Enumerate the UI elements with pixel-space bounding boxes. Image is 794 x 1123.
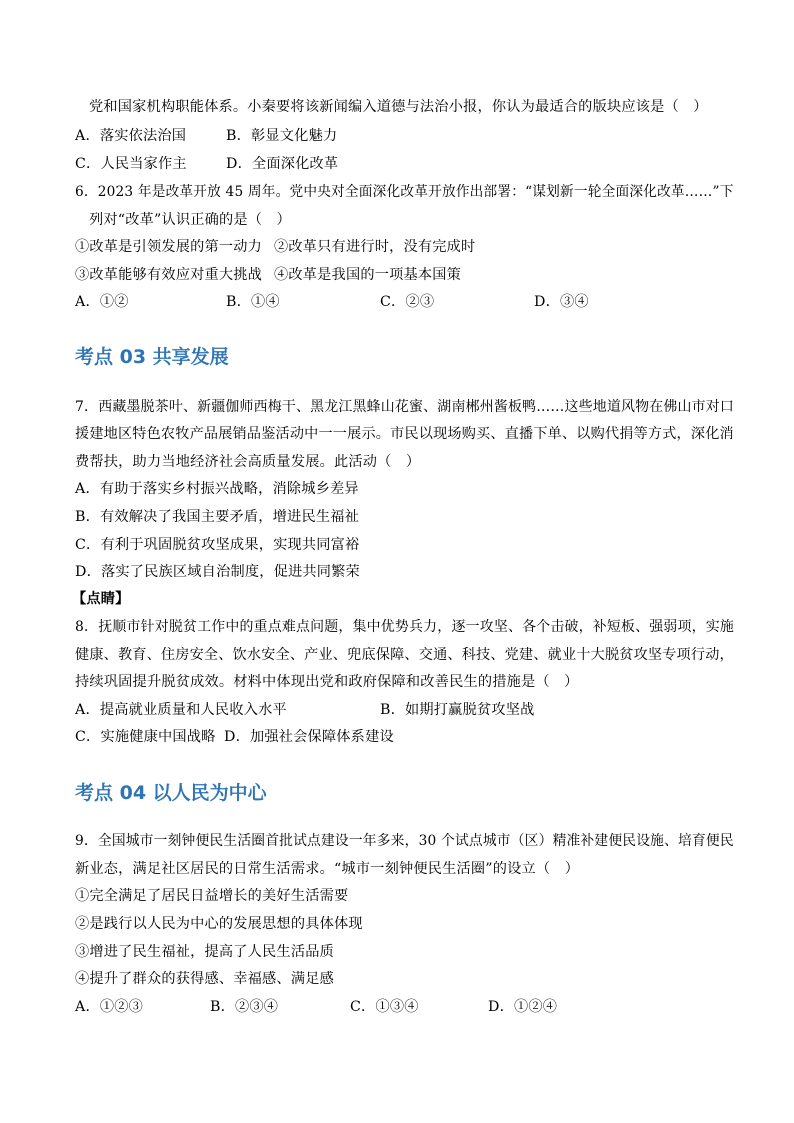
q6-statement-2: ②改革只有进行时，没有完成时 — [274, 239, 476, 255]
q5-option-a: A．落实依法治国 — [75, 128, 187, 144]
q9-stem-line1: 9．全国城市一刻钟便民生活圈首批试点建设一年多来，30 个试点城市（区）精准补建便民设施、培育便民 — [75, 833, 734, 849]
q9-statement-1: ①完全满足了居民日益增长的美好生活需要 — [75, 888, 349, 904]
q6-option-a: A．①② — [75, 294, 129, 310]
q7-option-c: C．有利于巩固脱贫攻坚成果，实现共同富裕 — [75, 537, 360, 553]
q8-option-b: B．如期打赢脱贫攻坚战 — [380, 702, 535, 718]
q8-option-c: C．实施健康中国战略 — [75, 729, 216, 745]
q5-option-d: D．全面深化改革 — [226, 156, 339, 172]
q7-stem-line2: 援建地区特色农牧产品展销品鉴活动中一一展示。市民以现场购买、直播下单、以购代捐等方式，深化消 — [75, 426, 734, 442]
q6-option-d: D．③④ — [534, 294, 589, 310]
section-heading-03: 考点 03 共享发展 — [75, 346, 229, 368]
q8-option-a: A．提高就业质量和人民收入水平 — [75, 702, 287, 718]
q9-option-b: B．②③④ — [210, 999, 279, 1015]
q7-option-b: B．有效解决了我国主要矛盾，增进民生福祉 — [75, 509, 359, 525]
q9-statement-4: ④提升了群众的获得感、幸福感、满足感 — [75, 971, 334, 987]
q8-stem-line3: 持续巩固提升脱贫成效。材料中体现出党和政府保障和改善民生的措施是（ ） — [75, 674, 579, 690]
q5-option-c: C．人民当家作主 — [75, 156, 187, 172]
q6-statement-4: ④改革是我国的一项基本国策 — [274, 267, 462, 283]
q7-stem-line3: 费帮扶，助力当地经济社会高质量发展。此活动（ ） — [75, 454, 421, 470]
q9-option-d: D．①②④ — [488, 999, 558, 1015]
q8-stem-line1: 8．抚顺市针对脱贫工作中的重点难点问题，集中优势兵力，逐一攻坚、各个击破，补短板、强弱项，实施 — [75, 619, 735, 635]
q6-stem-line2: 列对“改革”认识正确的是（ ） — [89, 212, 291, 228]
q6-statement-1: ①改革是引领发展的第一动力 — [75, 239, 263, 255]
q9-statement-3: ③增进了民生福祉，提高了人民生活品质 — [75, 944, 334, 960]
tip-label: 【点睛】 — [72, 591, 130, 607]
q9-option-c: C．①③④ — [350, 999, 419, 1015]
q9-option-a: A．①②③ — [75, 999, 143, 1015]
q5-option-b: B．彰显文化魅力 — [226, 128, 338, 144]
q6-stem-line1: 6．2023 年是改革开放 45 周年。党中央对全面深化改革开放作出部署：“谋划新一轮全面深化改革……”下 — [75, 184, 734, 200]
q6-option-c: C．②③ — [380, 294, 435, 310]
q7-stem-line1: 7．西藏墨脱茶叶、新疆伽师西梅干、黑龙江黑蜂山花蜜、湖南郴州酱板鸭……这些地道风物在佛山市对口 — [75, 399, 735, 415]
q7-option-d: D．落实了民族区域自治制度，促进共同繁荣 — [75, 564, 360, 580]
q8-stem-line2: 健康、教育、住房安全、饮水安全、产业、兜底保障、交通、科技、党建、就业十大脱贫攻坚专项行动， — [75, 647, 734, 663]
section-heading-04: 考点 04 以人民为中心 — [75, 782, 267, 804]
q6-option-b: B．①④ — [226, 294, 280, 310]
q5-stem: 党和国家机构职能体系。小秦要将该新闻编入道德与法治小报，你认为最适合的版块应该是（ ） — [89, 99, 708, 115]
q9-stem-line2: 新业态，满足社区居民的日常生活需求。“城市一刻钟便民生活圈”的设立（ ） — [75, 861, 580, 877]
q7-option-a: A．有助于落实乡村振兴战略，消除城乡差异 — [75, 481, 359, 497]
q9-statement-2: ②是践行以人民为中心的发展思想的具体体现 — [75, 916, 363, 932]
q8-option-d: D．加强社会保障体系建设 — [224, 729, 394, 745]
q6-statement-3: ③改革能够有效应对重大挑战 — [75, 267, 263, 283]
